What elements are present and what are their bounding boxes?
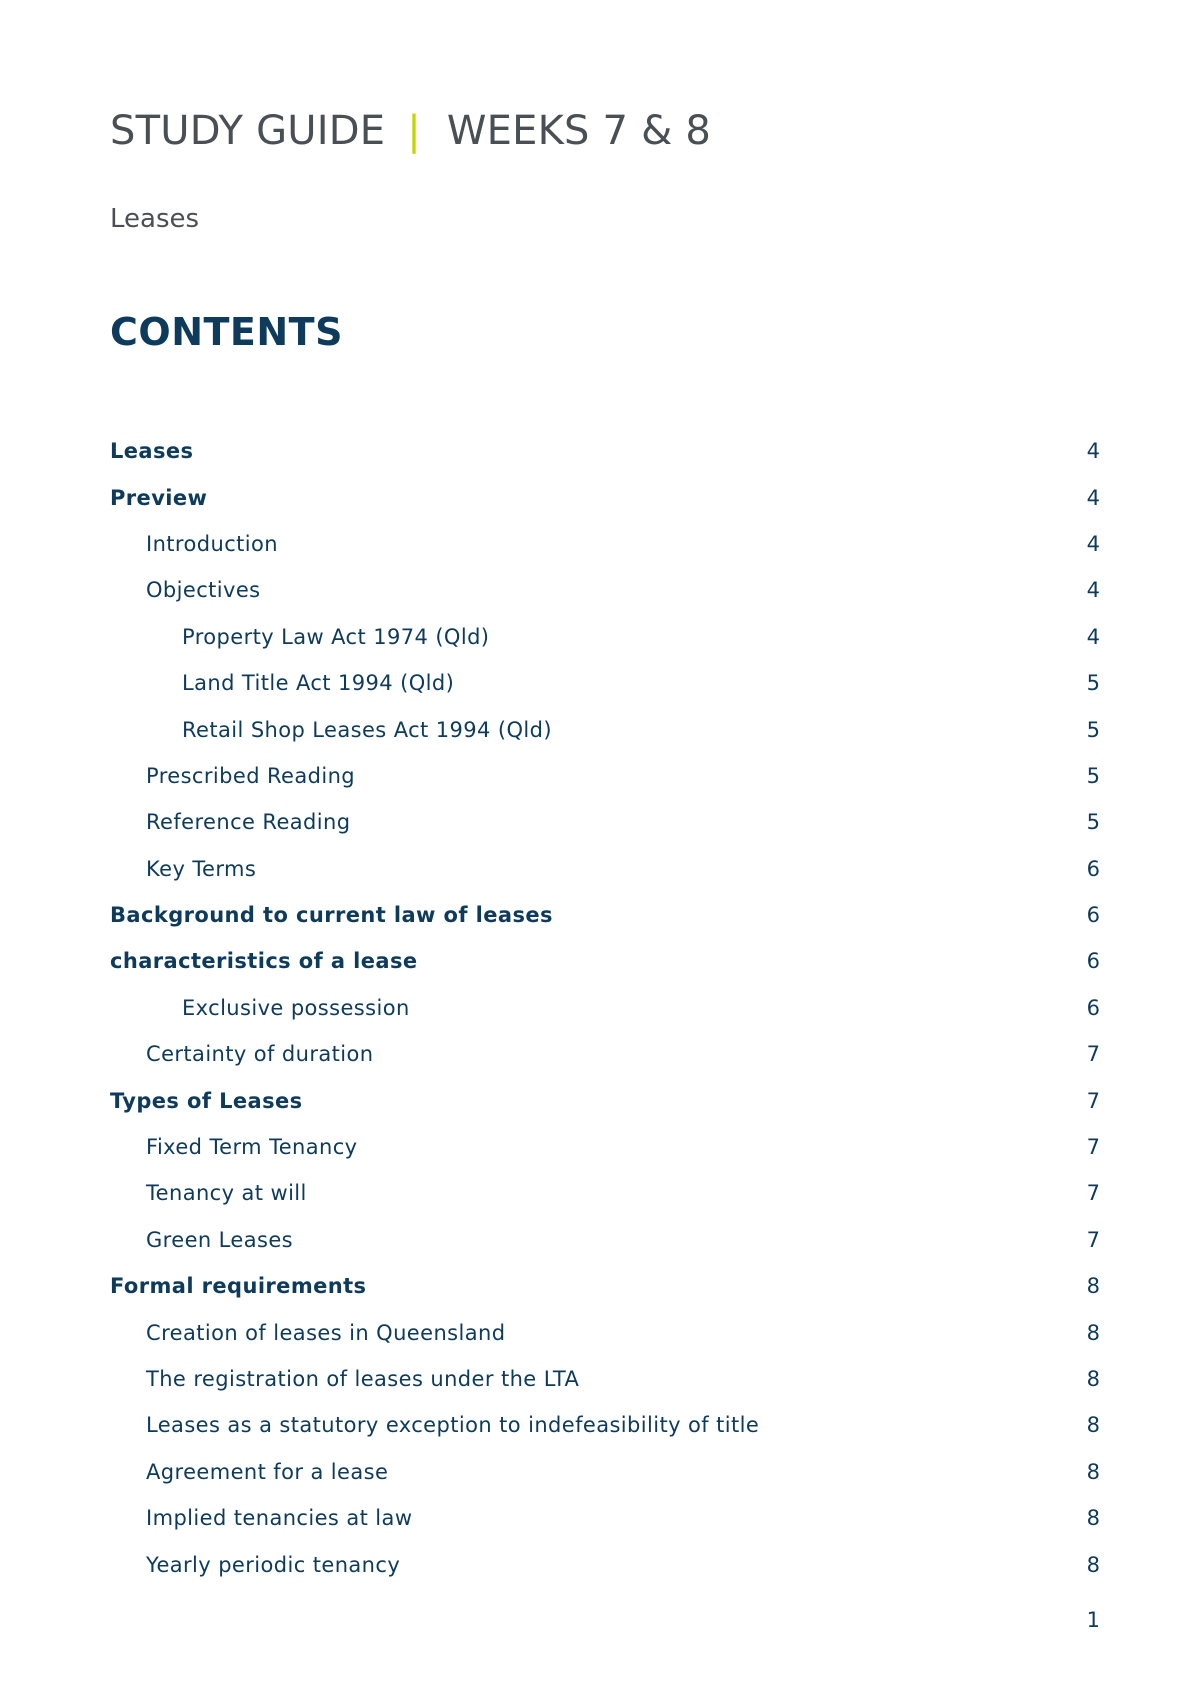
toc-entry[interactable] xyxy=(110,753,1100,799)
toc-entry[interactable] xyxy=(110,706,1100,752)
contents-heading: CONTENTS xyxy=(110,310,343,354)
toc-entry-label[interactable]: Agreement for a lease xyxy=(146,1459,389,1484)
toc-entry-page[interactable]: 7 xyxy=(1086,1088,1100,1113)
toc-entry-label[interactable]: Tenancy at will xyxy=(146,1181,307,1206)
toc-entry[interactable] xyxy=(110,1541,1100,1587)
toc-entry-page[interactable]: 4 xyxy=(1086,578,1100,603)
toc-entry-page[interactable]: 8 xyxy=(1086,1274,1100,1299)
toc-entry-label[interactable]: Key Terms xyxy=(146,856,257,881)
toc-entry-page[interactable]: 8 xyxy=(1086,1552,1100,1577)
toc-entry[interactable] xyxy=(110,428,1100,474)
doc-title-weeks: WEEKS 7 & 8 xyxy=(446,108,712,154)
title-separator: | xyxy=(407,108,421,154)
toc-entry-label[interactable]: Background to current law of leases xyxy=(110,903,553,928)
toc-entry-label[interactable]: characteristics of a lease xyxy=(110,949,418,974)
toc-entry-label[interactable]: Exclusive possession xyxy=(182,995,410,1020)
toc-entry-label[interactable]: Retail Shop Leases Act 1994 (Qld) xyxy=(182,717,552,742)
toc-entry[interactable] xyxy=(110,660,1100,706)
toc-entry[interactable] xyxy=(110,846,1100,892)
toc-entry-label[interactable]: The registration of leases under the LTA xyxy=(146,1367,580,1391)
toc-entry[interactable] xyxy=(110,1449,1100,1495)
toc-entry[interactable] xyxy=(110,1124,1100,1170)
toc-entry-page[interactable]: 5 xyxy=(1086,671,1100,696)
toc-entry[interactable] xyxy=(110,799,1100,845)
toc-entry-label[interactable]: Objectives xyxy=(146,578,261,603)
toc-entry[interactable] xyxy=(110,614,1100,660)
toc-entry-label[interactable]: Formal requirements xyxy=(110,1274,367,1299)
toc-entry-page[interactable]: 8 xyxy=(1086,1320,1100,1345)
toc-entry-page[interactable]: 4 xyxy=(1086,624,1100,649)
toc-entry-page[interactable]: 7 xyxy=(1086,1181,1100,1206)
toc-entry-page[interactable]: 6 xyxy=(1086,903,1100,928)
doc-title xyxy=(110,108,711,154)
toc-entry-label[interactable]: Types of Leases xyxy=(110,1088,303,1113)
toc-entry-page[interactable]: 7 xyxy=(1086,1227,1100,1252)
toc-entry-label[interactable]: Certainty of duration xyxy=(146,1042,374,1067)
toc-entry-label[interactable]: Creation of leases in Queensland xyxy=(146,1320,506,1345)
toc-entry[interactable] xyxy=(110,1077,1100,1123)
toc-entry-label[interactable]: Property Law Act 1974 (Qld) xyxy=(182,624,490,649)
toc-entry-page[interactable]: 7 xyxy=(1086,1135,1100,1160)
toc-entry-label[interactable]: Green Leases xyxy=(146,1227,293,1252)
toc-entry-page[interactable]: 8 xyxy=(1086,1413,1100,1438)
toc-entry-page[interactable]: 6 xyxy=(1086,995,1100,1020)
toc-entry[interactable] xyxy=(110,1309,1100,1355)
doc-title-guide: STUDY GUIDE xyxy=(110,108,386,154)
toc-entry-label[interactable]: Prescribed Reading xyxy=(146,763,356,788)
toc-entry-label[interactable]: Implied tenancies at law xyxy=(146,1506,413,1531)
toc-entry-page[interactable]: 4 xyxy=(1086,485,1100,510)
toc-entry-page[interactable]: 5 xyxy=(1086,763,1100,788)
toc-entry-label[interactable]: Leases as a statutory exception to indefeasibility of title xyxy=(146,1413,760,1438)
toc-entry-label[interactable]: Reference Reading xyxy=(146,810,351,835)
toc-entry-page[interactable]: 5 xyxy=(1086,717,1100,742)
toc-entry[interactable] xyxy=(110,938,1100,984)
toc-entry-page[interactable]: 4 xyxy=(1086,439,1100,464)
toc-entry[interactable] xyxy=(110,892,1100,938)
toc-entry-label[interactable]: Fixed Term Tenancy xyxy=(146,1135,358,1160)
toc-entry-page[interactable]: 6 xyxy=(1086,856,1100,881)
toc-entry[interactable] xyxy=(110,1495,1100,1541)
document-page xyxy=(110,0,1100,1698)
toc-entry-page[interactable]: 8 xyxy=(1086,1506,1100,1531)
page-number: 1 xyxy=(1086,1608,1100,1632)
toc-entry-page[interactable]: 8 xyxy=(1086,1459,1100,1484)
toc-entry[interactable] xyxy=(110,1263,1100,1309)
toc-entry-label[interactable]: Leases xyxy=(110,439,194,464)
toc-entry[interactable] xyxy=(110,1402,1100,1448)
table-of-contents xyxy=(110,428,1100,1588)
toc-entry[interactable] xyxy=(110,1031,1100,1077)
toc-entry[interactable] xyxy=(110,1170,1100,1216)
toc-entry[interactable] xyxy=(110,474,1100,520)
toc-entry-label[interactable]: Preview xyxy=(110,485,208,510)
toc-entry[interactable] xyxy=(110,1356,1100,1402)
doc-subtitle: Leases xyxy=(110,204,200,234)
toc-entry[interactable] xyxy=(110,567,1100,613)
toc-entry-page[interactable]: 7 xyxy=(1086,1042,1100,1067)
toc-entry-page[interactable]: 4 xyxy=(1086,531,1100,556)
toc-entry-label[interactable]: Land Title Act 1994 (Qld) xyxy=(182,671,455,696)
toc-entry[interactable] xyxy=(110,1217,1100,1263)
toc-entry-page[interactable]: 8 xyxy=(1086,1367,1100,1391)
toc-entry-page[interactable]: 6 xyxy=(1086,949,1100,974)
toc-entry[interactable] xyxy=(110,521,1100,567)
toc-entry-label[interactable]: Yearly periodic tenancy xyxy=(146,1552,401,1577)
toc-entry-page[interactable]: 5 xyxy=(1086,810,1100,835)
toc-entry-label[interactable]: Introduction xyxy=(146,531,278,556)
toc-entry[interactable] xyxy=(110,985,1100,1031)
